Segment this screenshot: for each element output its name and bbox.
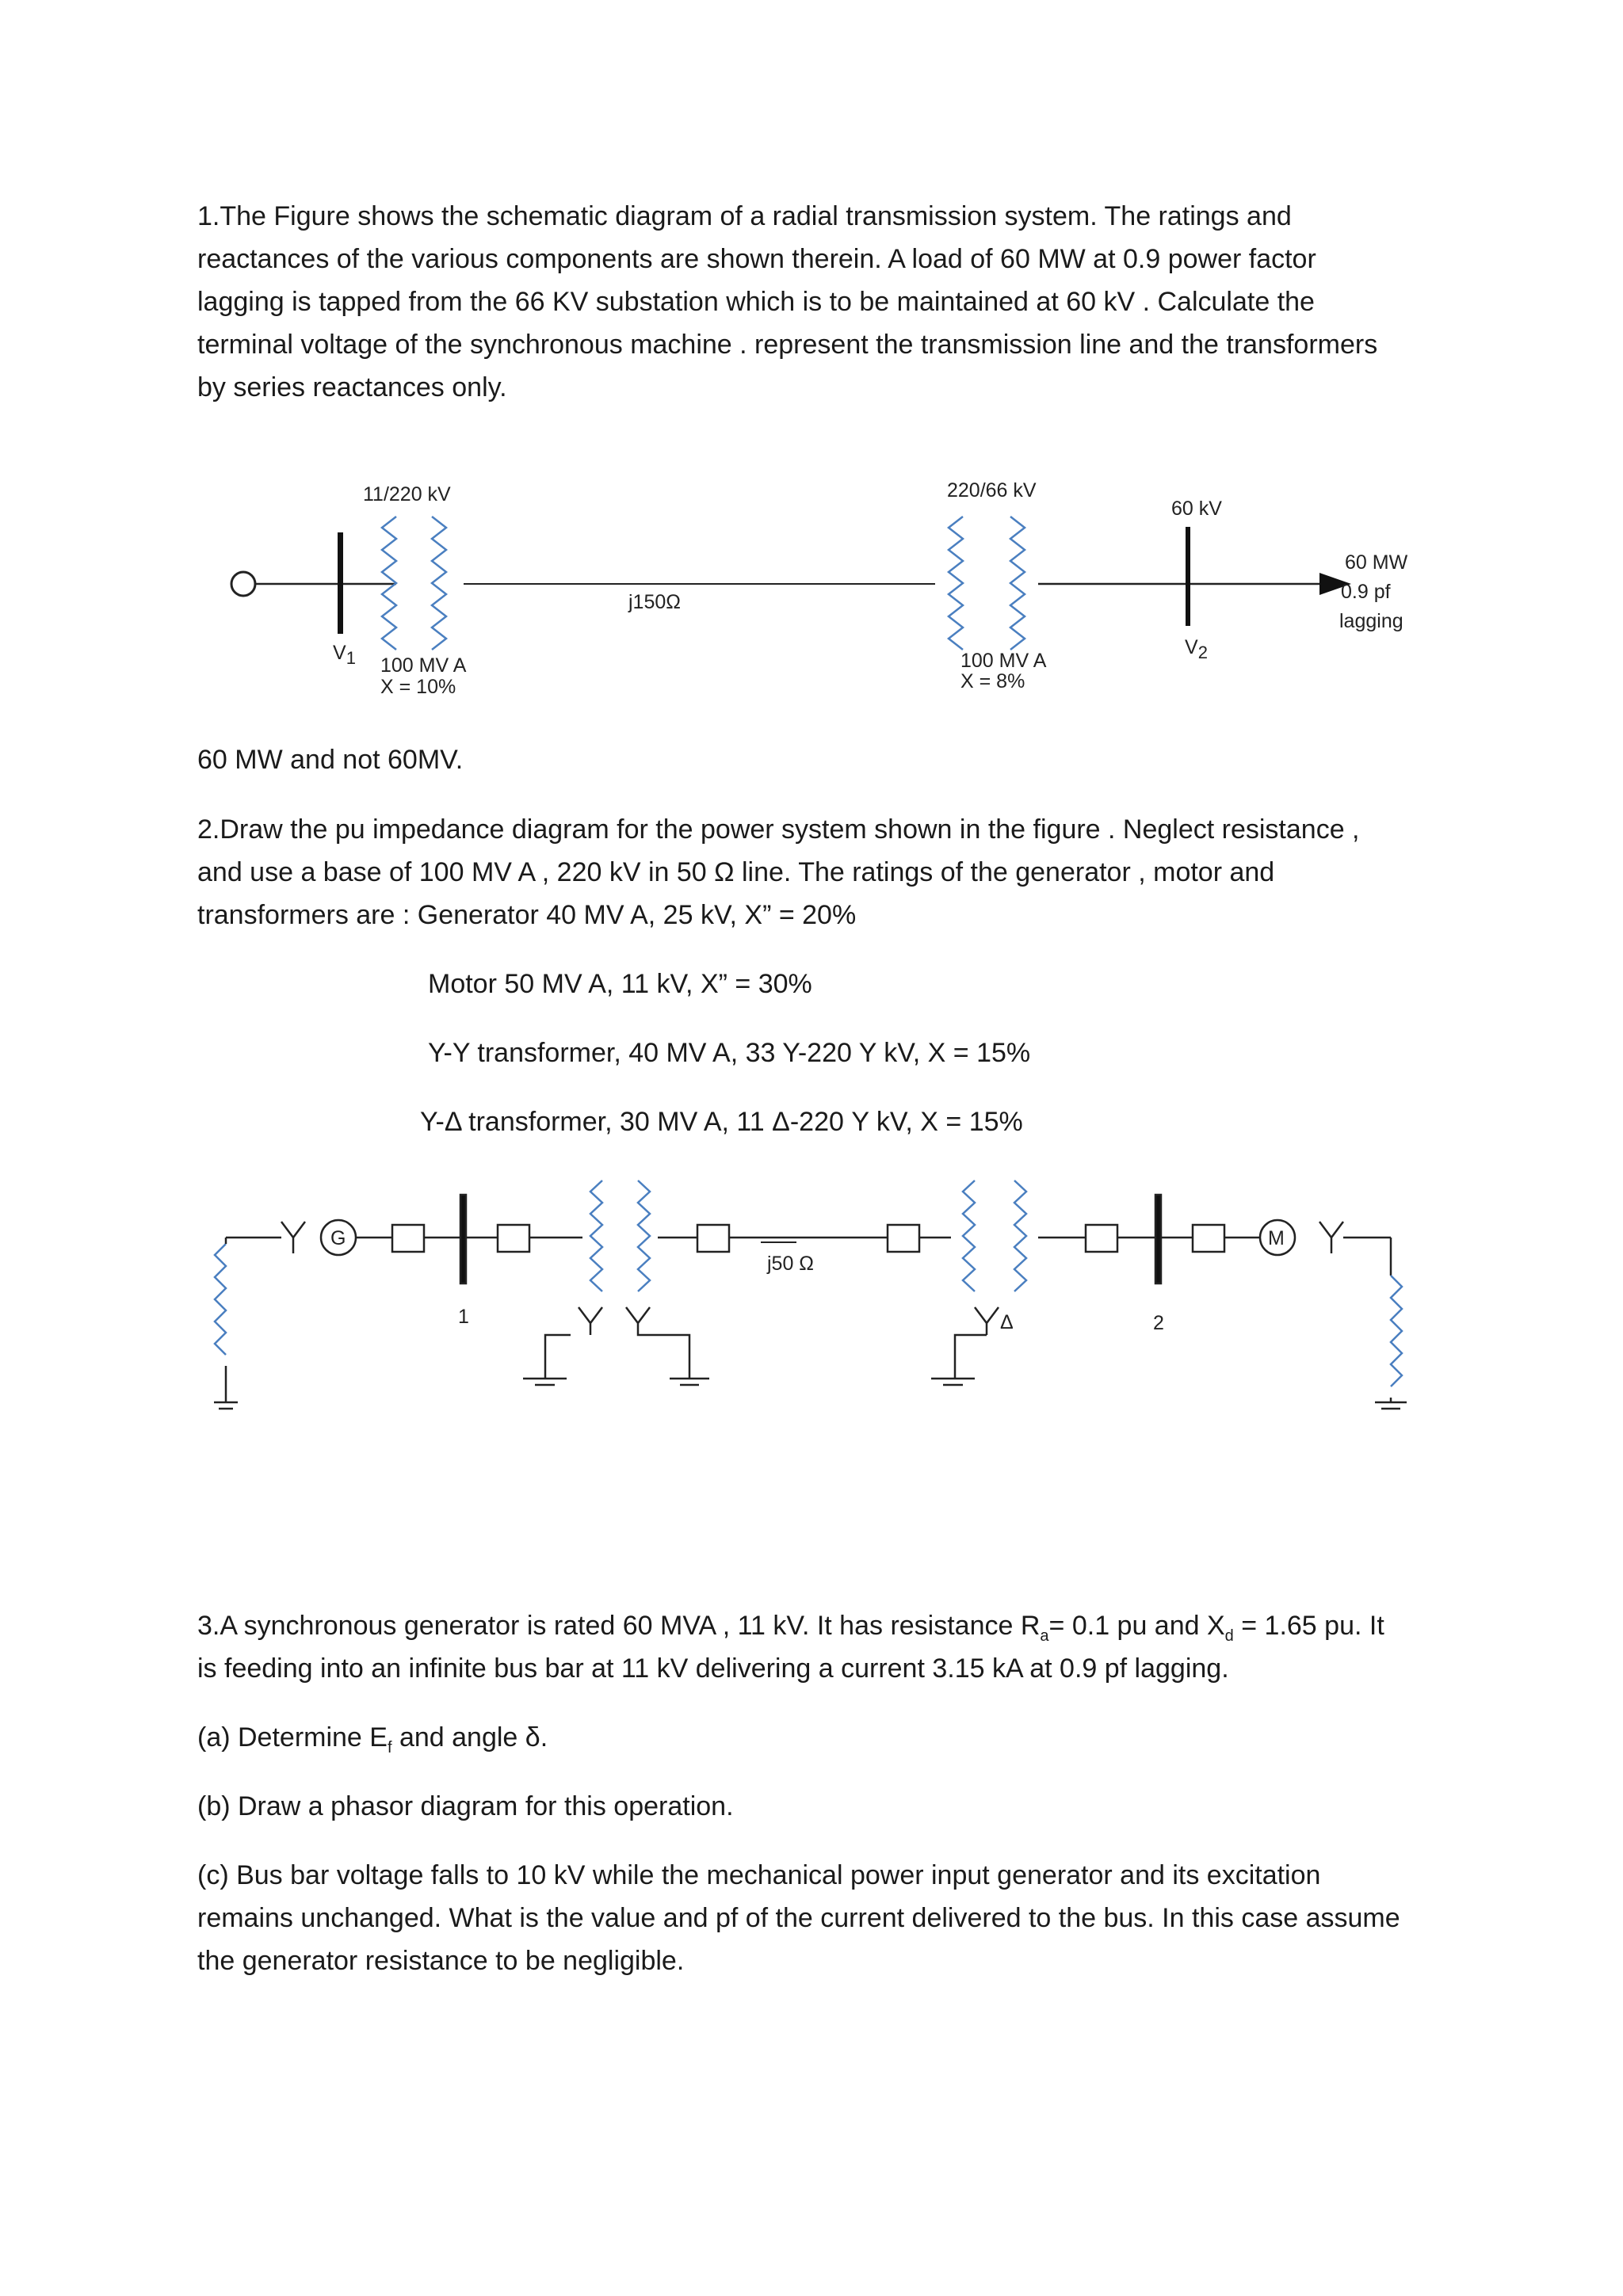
- v2-label: V2: [1185, 636, 1208, 662]
- load-pf-label: 0.9 pf: [1341, 581, 1391, 603]
- q1-line: reactances of the various components are shown therein. A load of 60 MW at 0.9 power factor: [197, 244, 1316, 274]
- t2-ratio-label: 220/66 kV: [947, 479, 1037, 502]
- q2-line: 2.Draw the pu impedance diagram for the power system shown in the figure . Neglect resistance ,: [197, 814, 1360, 845]
- q2-line: and use a base of 100 MV A , 220 kV in 50 Ω line. The ratings of the generator , motor and: [197, 857, 1275, 887]
- motor-side-box: [1086, 1225, 1117, 1252]
- bus-1-bar: [460, 1195, 466, 1283]
- bus-v1-bar: [338, 532, 343, 634]
- t1-ratio-label: 11/220 kV: [363, 483, 451, 505]
- one-line-diagram: [0, 1165, 1623, 1482]
- bus1-box: [498, 1225, 529, 1252]
- line-impedance-label: j50 Ω: [767, 1253, 814, 1275]
- bus-1-label: 1: [458, 1306, 469, 1328]
- note-text: 60 MW and not 60MV.: [197, 745, 464, 775]
- generator-terminal-circle: [231, 572, 255, 596]
- line-impedance-label: j150Ω: [628, 591, 681, 613]
- q1-line: by series reactances only.: [197, 372, 507, 402]
- bus2-voltage-label: 60 kV: [1171, 498, 1222, 520]
- q1-line: 1.The Figure shows the schematic diagram of a radial transmission system. The ratings and: [197, 201, 1292, 231]
- t1-reactance-label: X = 10%: [380, 676, 456, 698]
- yy-transformer-coil-right: [638, 1180, 650, 1291]
- yy-transformer-coil-left: [590, 1180, 602, 1291]
- q3-part-c: remains unchanged. What is the value and pf of the current delivered to the bus. In this case assume: [197, 1903, 1400, 1933]
- yd-transformer-coil-right: [1014, 1180, 1026, 1291]
- q3-line: is feeding into an infinite bus bar at 11 kV delivering a current 3.15 kA at 0.9 pf lagging.: [197, 1653, 1229, 1684]
- q3-line: 3.A synchronous generator is rated 60 MVA , 11 kV. It has resistance $R_a= 0.1$ pu and $X_d = 1.65$ pu. It: [197, 1611, 1384, 1645]
- transformer-2-coils: [949, 517, 1025, 650]
- t2-rating-label: 100 MV A: [960, 650, 1047, 672]
- generator-label: G: [330, 1227, 346, 1249]
- q3-part-a: (a) Determine $E_f$ and angle δ.: [197, 1722, 548, 1756]
- load-lagging-label: lagging: [1339, 610, 1403, 632]
- q1-line: terminal voltage of the synchronous machine . represent the transmission line and the transformers: [197, 330, 1378, 360]
- bus-v2-bar: [1186, 527, 1190, 626]
- q3-part-b: (b) Draw a phasor diagram for this operation.: [197, 1791, 734, 1821]
- q3-part-c: the generator resistance to be negligible.: [197, 1946, 685, 1976]
- t2-reactance-label: X = 8%: [960, 670, 1025, 692]
- generator-reactance-box: [392, 1225, 424, 1252]
- bus-2-bar: [1155, 1195, 1161, 1283]
- transformer-2-box: [888, 1225, 919, 1252]
- v1-label: V1: [333, 642, 356, 668]
- bus-2-label: 2: [1153, 1312, 1164, 1334]
- generator-wye-symbol: [281, 1222, 305, 1253]
- q3-part-c: (c) Bus bar voltage falls to 10 kV while the mechanical power input generator and its excitation: [197, 1860, 1321, 1890]
- q2-line: transformers are : Generator 40 MV A, 25 kV, X” = 20%: [197, 900, 857, 930]
- yd-transformer-coil-left: [963, 1180, 975, 1291]
- t1-rating-label: 100 MV A: [380, 654, 467, 677]
- yd-transformer-rating: Y-Δ transformer, 30 MV A, 11 Δ-220 Y kV, X = 15%: [420, 1107, 1023, 1137]
- motor-label: M: [1268, 1227, 1285, 1249]
- motor-wye-symbol: [1319, 1222, 1343, 1253]
- motor-reactance-box: [1193, 1225, 1224, 1252]
- motor-rating: Motor 50 MV A, 11 kV, X” = 30%: [428, 969, 812, 999]
- generator-neutral-coil: [215, 1244, 226, 1355]
- radial-system-diagram: [0, 460, 1623, 721]
- yy-transformer-rating: Y-Y transformer, 40 MV A, 33 Y-220 Y kV, X = 15%: [428, 1038, 1031, 1068]
- load-mw-label: 60 MW: [1345, 551, 1408, 574]
- transformer-1-box: [697, 1225, 729, 1252]
- q1-line: lagging is tapped from the 66 KV substation which is to be maintained at 60 kV . Calculate the: [197, 287, 1315, 317]
- delta-symbol: Δ: [1000, 1311, 1014, 1333]
- motor-neutral-coil: [1391, 1276, 1402, 1386]
